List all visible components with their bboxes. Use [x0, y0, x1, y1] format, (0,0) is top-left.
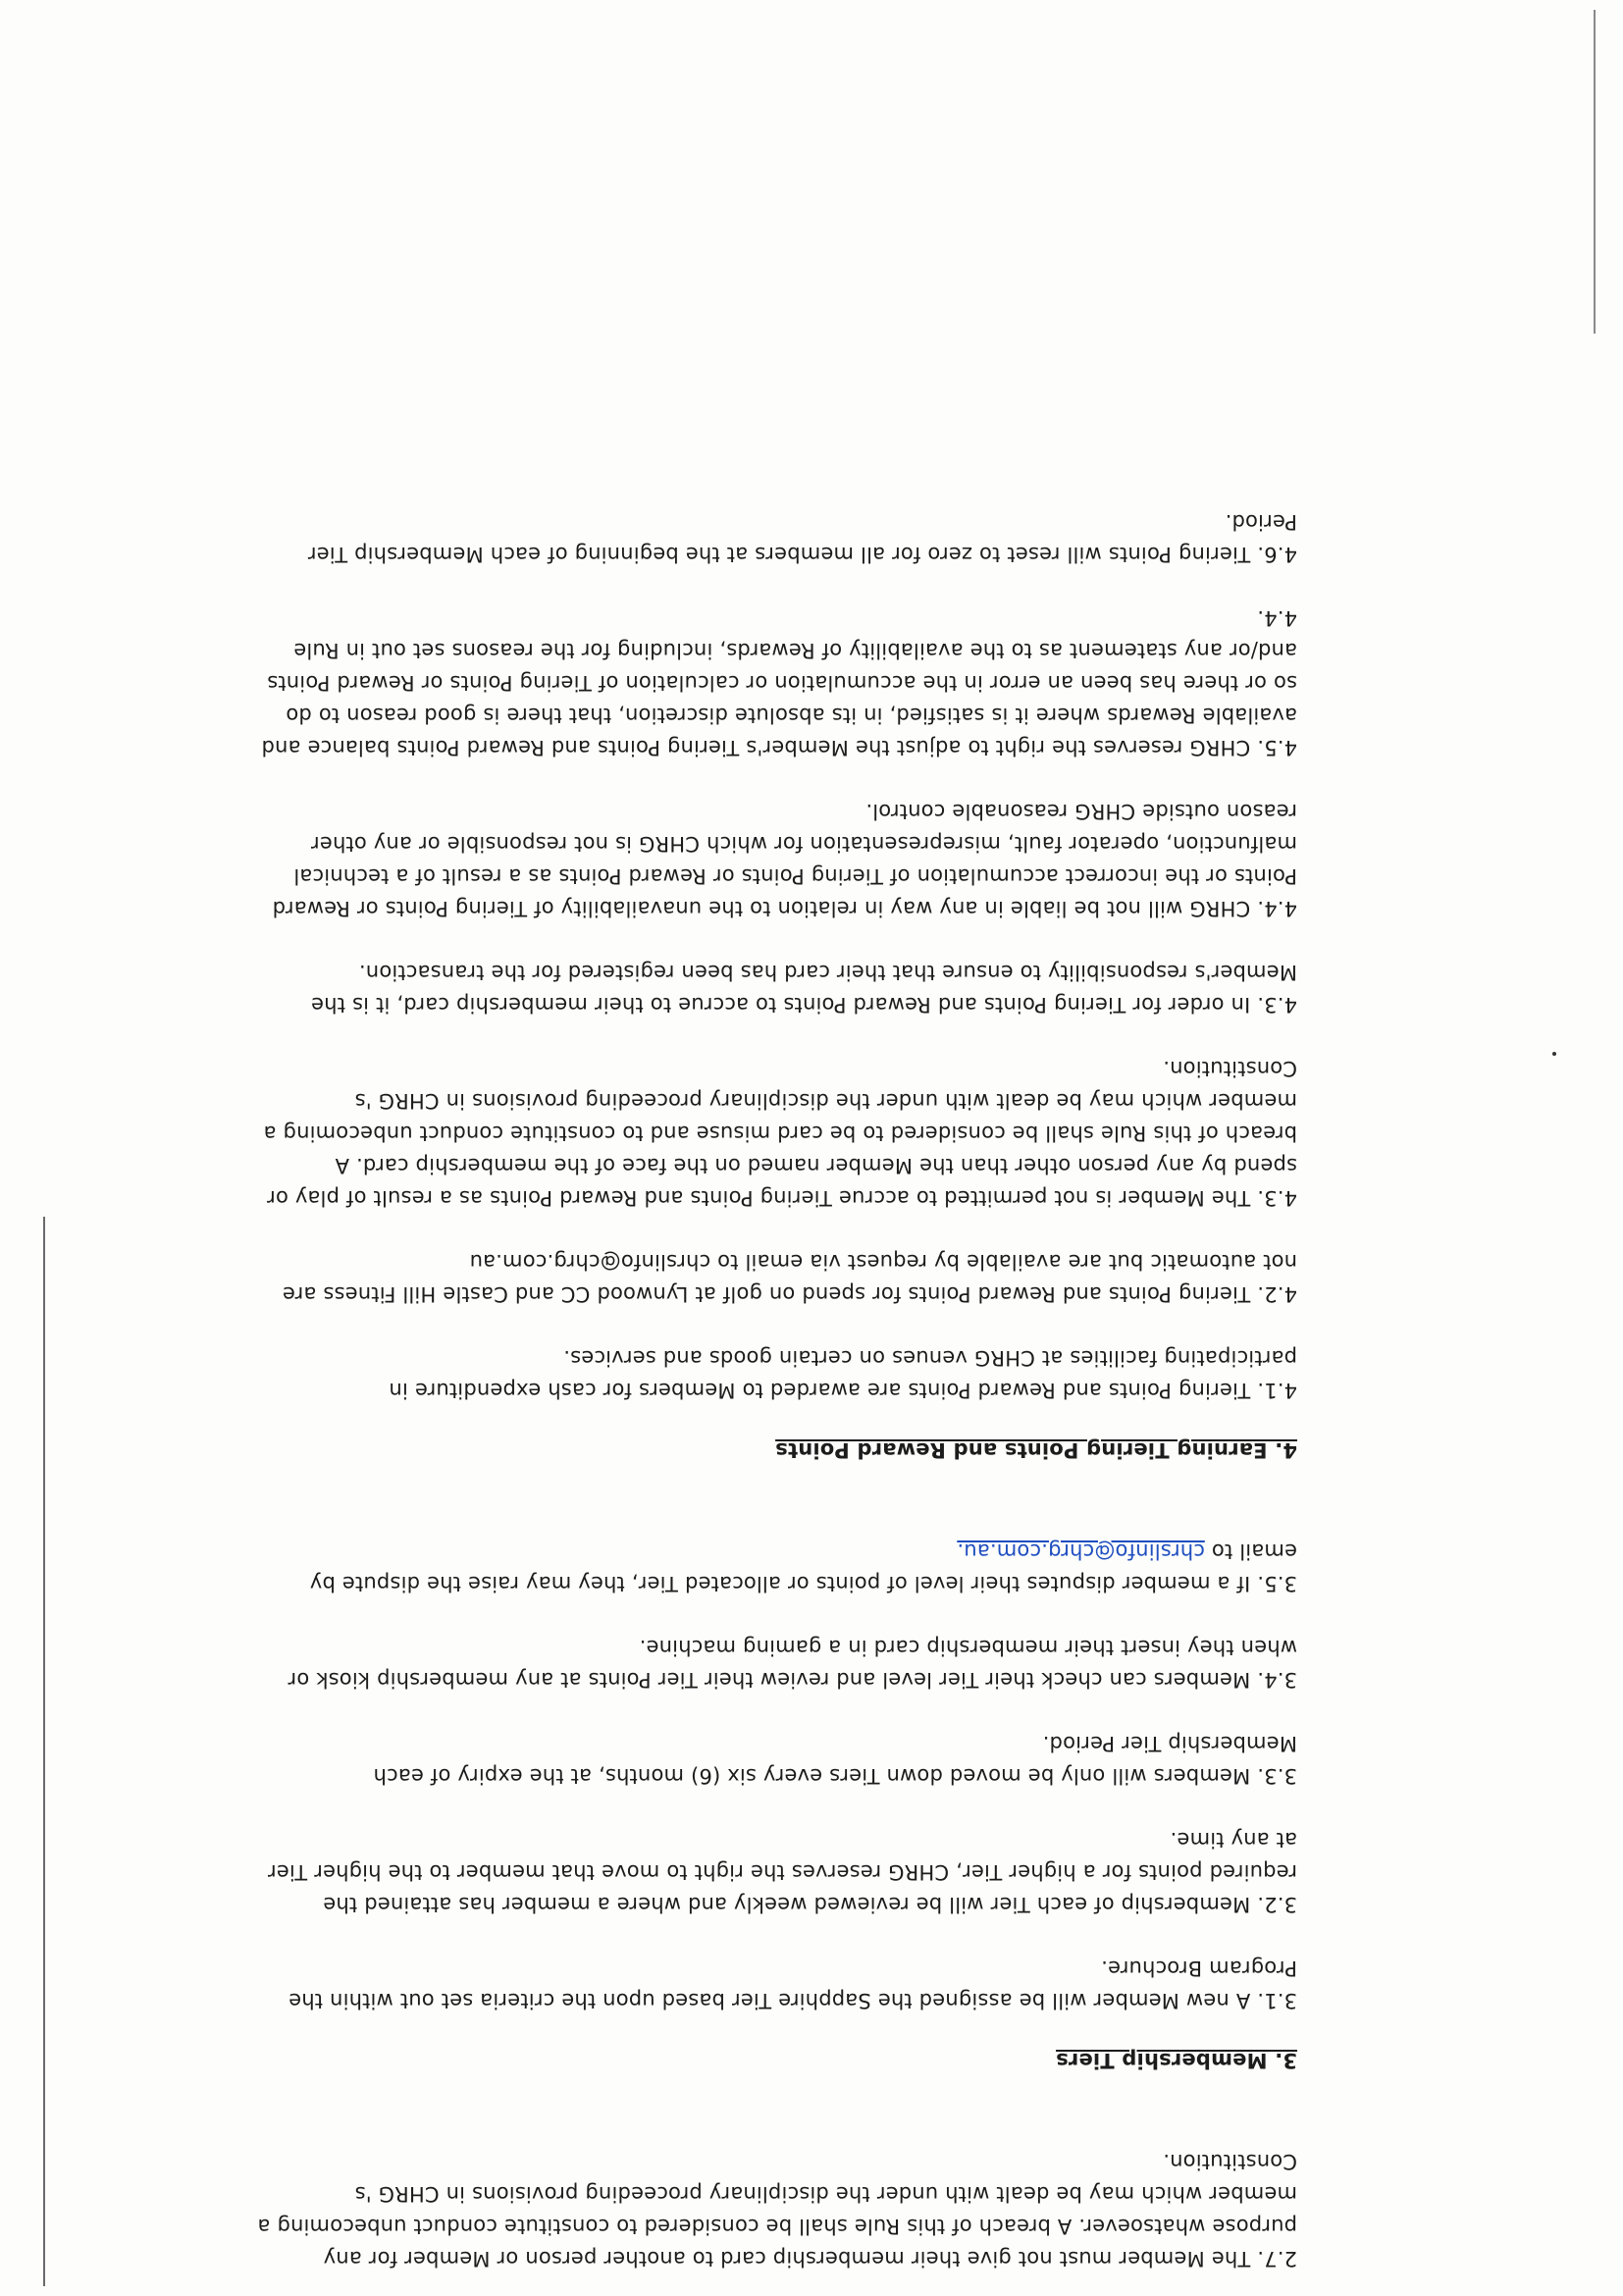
- clause-3-4: 3.4. Members can check their Tier level and review their Tier Points at any membership kiosk or when they insert their membership card in a gaming machine.: [288, 1636, 1297, 1692]
- clause-4-5: 4.5. CHRG reserves the right to adjust the Member's Tiering Points and Reward Points balance and available Rewards where it is satisfied, in its absolute discretion, that there is good reason to do so or there has been an error in the accumulation or calculation of Tiering Points or Reward Points and/or any statement as to the availability of Rewards, including for the reasons set out in Rule 4.4.: [261, 606, 1297, 759]
- section-4-heading: 4. Earning Tiering Points and Reward Points: [775, 1438, 1297, 1462]
- clause-4-1: 4.1. Tiering Points and Reward Points are awarded to Members for cash expenditure in participating facilities at CHRG venues on certain goods and services.: [389, 1346, 1297, 1402]
- clause-4-3-registration: 4.3. In order for Tiering Points and Reward Points to accrue to their membership card, it is the Member's responsibility to ensure that their card has been registered for the transaction.: [310, 961, 1297, 1017]
- dispute-email-link[interactable]: chrslinfo@chrg.com.au.: [957, 1539, 1205, 1563]
- clause-3-5-text: 3.5. If a member disputes their level of points or allocated Tier, they may raise the dispute by email to: [309, 1539, 1297, 1595]
- clause-3-1: 3.1. A new Member will be assigned the Sapphire Tier based upon the criteria set out within the Program Brochure.: [288, 1957, 1297, 2012]
- section-3-heading: 3. Membership Tiers: [1056, 2049, 1297, 2072]
- clause-2-7: 2.7. The Member must not give their membership card to another person or Member for any purpose whatsoever. A breach of this Rule shall be considered to constitute conduct unbecoming a member which may be dealt with under the disciplinary proceeding provisions in CHRG 's Constitution.: [257, 2150, 1297, 2270]
- clause-4-4: 4.4. CHRG will not be liable in any way in relation to the unavailability of Tiering Points or Reward Points or the incorrect accumulation of Tiering Points or Reward Points as a result of a technical malfunction, operator fault, misrepresentation for which CHRG is not responsible or any other reason outside CHRG reasonable control.: [272, 800, 1297, 920]
- clause-3-3: 3.3. Members will only be moved down Tiers every six (6) months, at the expiry of each Membership Tier Period.: [373, 1732, 1297, 1788]
- clause-4-2: 4.2. Tiering Points and Reward Points for spend on golf at Lynwood CC and Castle Hill Fitness are not automatic but are available by request via email to chrslinfo@chrg.com.au: [282, 1250, 1297, 1306]
- clause-3-5: [257, 1535, 1297, 1599]
- clause-3-2: 3.2. Membership of each Tier will be reviewed weekly and where a member has attained the required points for a higher Tier, CHRG reserves the right to move that member to the higher Tier at any time.: [267, 1828, 1297, 1916]
- clause-4-3-play: 4.3. The Member is not permitted to accrue Tiering Points and Reward Points as a result of play or spend by any person other than the Member named on the face of the membership card. A breach of this Rule shall be considered to be card misuse and to constitute conduct unbecoming a member which may be dealt with under the disciplinary proceeding provisions in CHRG 's Constitution.: [263, 1057, 1297, 1210]
- document-body: [257, 474, 1297, 2274]
- clause-4-6: 4.6. Tiering Points will reset to zero for all members at the beginning of each Membership Tier Period.: [307, 510, 1297, 566]
